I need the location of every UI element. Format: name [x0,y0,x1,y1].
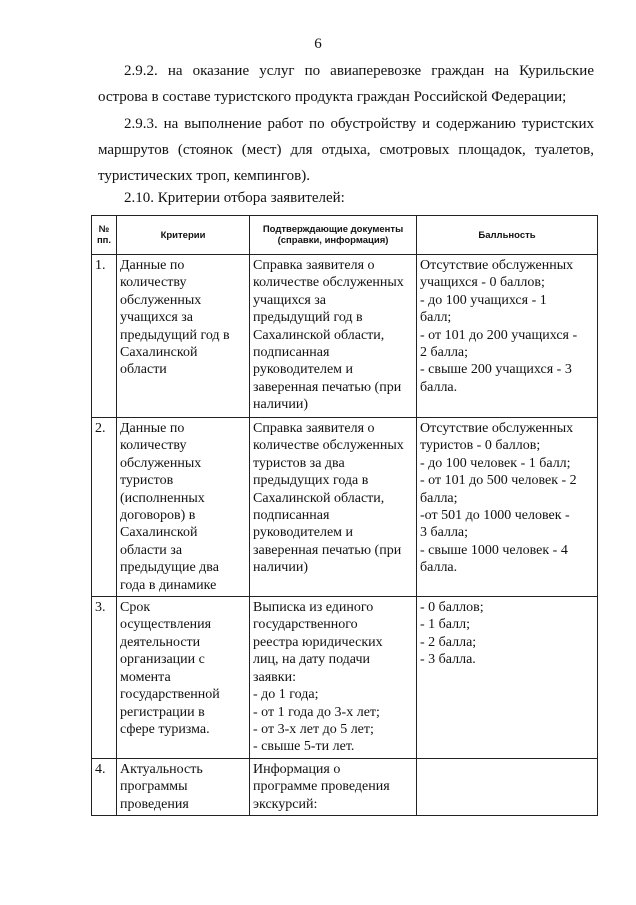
cell-line: Сахалинской области, [253,327,385,343]
cell-line: наличии) [253,397,308,413]
cell-line: Сахалинской [120,345,198,361]
row-documents [250,758,417,815]
cell-line: регистрации в [120,704,205,720]
cell-line: - 3 балла. [420,652,476,668]
cell-line: - до 1 года; [253,687,319,703]
cell-line: балл; [420,310,452,326]
cell-line: предыдущий год в [120,327,230,343]
cell-line: реестра юридических [253,634,383,650]
cell-line: - 0 баллов; [420,600,484,616]
cell-line: - свыше 200 учащихся - 3 [420,362,572,378]
cell-line: туристов [120,473,174,489]
cell-line: наличии) [253,560,308,576]
cell-line: Данные по [120,258,185,273]
cell-line: - от 101 до 200 учащихся - [420,327,578,343]
cell-line: количестве обслуженных [253,275,404,291]
header-score: Балльность [417,216,598,255]
cell-line: - свыше 1000 человек - 4 [420,542,568,558]
cell-line: Отсутствие обслуженных [420,258,574,273]
cell-line: года в динамике [120,577,217,593]
cell-line: Сахалинской области, [253,490,385,506]
cell-line: программе проведения [253,779,390,795]
cell-line: Информация о [253,761,341,777]
row-documents [250,255,417,418]
table-row [92,597,598,759]
cell-line: Отсутствие обслуженных [420,421,574,436]
cell-line: руководителем и [253,362,354,378]
cell-line: 3 балла; [420,525,469,541]
table-row [92,255,598,418]
cell-line: учащихся за [120,310,194,326]
cell-line: подписанная [253,508,330,524]
row-num: 4. [92,758,117,815]
cell-line: - от 1 года до 3-х лет; [253,704,380,720]
criteria-table [91,215,598,816]
cell-line: балла; [420,490,458,506]
cell-line: Срок [120,600,151,616]
cell-line: деятельности [120,634,201,650]
cell-line: программы [120,779,188,795]
cell-line: заверенная печатью (при [253,379,402,395]
cell-line: лиц, на дату подачи [253,652,370,668]
cell-line: - свыше 5-ти лет. [253,739,355,755]
row-score [417,597,598,759]
paragraph-2-9-2: 2.9.2. на оказание услуг по авиаперевозке граждан на Курильские острова в составе туристского продукта граждан Российской Федерации; [98,63,594,105]
cell-line: государственной [120,687,220,703]
table-row [92,758,598,815]
cell-line: организации с [120,652,205,668]
cell-line: Справка заявителя о [253,421,375,436]
row-documents [250,418,417,597]
cell-line: Выписка из единого [253,600,374,616]
paragraph-2-9-3: 2.9.3. на выполнение работ по обустройству и содержанию туристских маршрутов (стоянок (мест) для отдыха, смотровых площадок, туалетов, туристических троп, кемпингов). [98,116,594,184]
cell-line: учащихся - 0 баллов; [420,275,545,291]
row-num: 2. [92,418,117,597]
cell-line: - 2 балла; [420,634,477,650]
cell-line: заверенная печатью (при [253,542,402,558]
cell-line: государственного [253,617,358,633]
header-documents: Подтверждающие документы (справки, информация) [250,216,417,255]
cell-line: количеству [120,438,187,454]
cell-line: области [120,362,167,378]
cell-line: Справка заявителя о [253,258,375,273]
cell-line: - до 100 учащихся - 1 [420,292,547,308]
section-heading: 2.10. Критерии отбора заявителей: [124,190,345,206]
cell-line: количестве обслуженных [253,438,404,454]
cell-line: туристов за два [253,455,345,471]
cell-line: проведения [120,796,189,812]
header-num: № пп. [92,216,117,255]
cell-line: заявки: [253,669,296,685]
header-criteria: Критерии [117,216,250,255]
cell-line: экскурсий: [253,796,318,812]
row-criteria [117,255,250,418]
cell-line: Актуальность [120,761,203,777]
cell-line: количеству [120,275,187,291]
cell-line: (исполненных [120,490,205,506]
cell-line: предыдущий год в [253,310,363,326]
row-num: 1. [92,255,117,418]
cell-line: - 1 балл; [420,617,470,633]
row-criteria [117,418,250,597]
cell-line: предыдущие два [120,560,219,576]
cell-line: 2 балла; [420,345,469,361]
row-score [417,255,598,418]
row-num: 3. [92,597,117,759]
cell-line: осуществления [120,617,212,633]
cell-line: подписанная [253,345,330,361]
cell-line: области за [120,542,183,558]
table-row [92,418,598,597]
row-documents [250,597,417,759]
page-number: 6 [314,36,322,52]
cell-line: предыдущих года в [253,473,369,489]
cell-line: -от 501 до 1000 человек - [420,508,570,524]
cell-line: балла. [420,379,458,395]
cell-line: - от 3-х лет до 5 лет; [253,721,374,737]
cell-line: туристов - 0 баллов; [420,438,541,454]
cell-line: учащихся за [253,292,327,308]
cell-line: руководителем и [253,525,354,541]
cell-line: Данные по [120,421,185,436]
cell-line: договоров) в [120,508,196,524]
cell-line: обслуженных [120,455,202,471]
cell-line: - до 100 человек - 1 балл; [420,455,571,471]
table-header-row [92,216,598,255]
cell-line: балла. [420,560,458,576]
cell-line: - от 101 до 500 человек - 2 [420,473,577,489]
row-score [417,418,598,597]
cell-line: Сахалинской [120,525,198,541]
row-criteria [117,758,250,815]
cell-line: момента [120,669,171,685]
row-score [417,758,598,815]
cell-line: сфере туризма. [120,721,210,737]
row-criteria [117,597,250,759]
cell-line: обслуженных [120,292,202,308]
